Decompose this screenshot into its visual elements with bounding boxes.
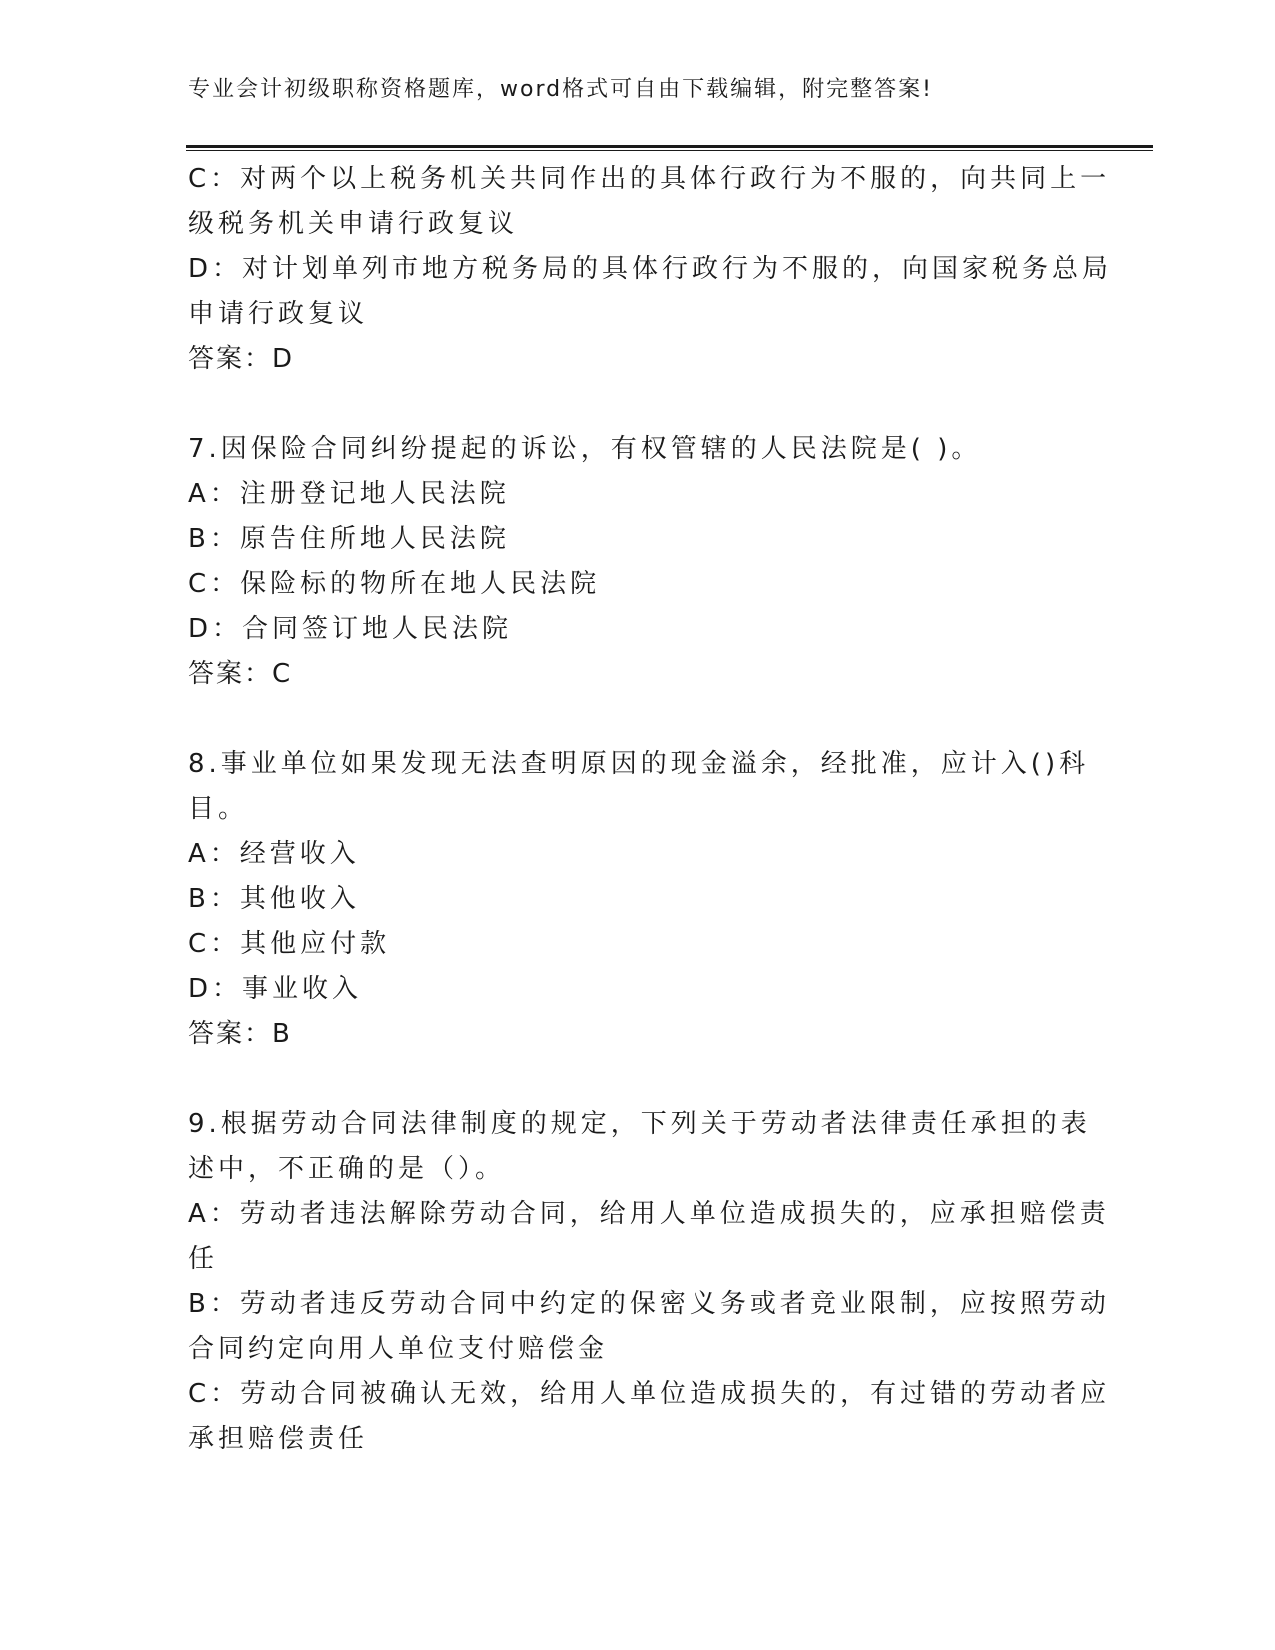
question-stem-line-2: 目。 (188, 794, 249, 824)
question-7 (188, 427, 1088, 697)
answer-line: 答案：D (188, 344, 295, 374)
answer-line: 答案：C (188, 659, 293, 689)
option-a-line-1: A：劳动者违法解除劳动合同，给用人单位造成损失的，应承担赔偿责 (188, 1199, 1110, 1229)
option-c-line-1: C：对两个以上税务机关共同作出的具体行政行为不服的，向共同上一 (188, 164, 1111, 194)
question-list (188, 157, 1113, 1462)
question-8 (188, 742, 1088, 1057)
option-d-line-2: 申请行政复议 (188, 299, 369, 329)
option-c-line-1: C：劳动合同被确认无效，给用人单位造成损失的，有过错的劳动者应 (188, 1379, 1111, 1409)
option-b: B：原告住所地人民法院 (188, 524, 510, 554)
question-stem-line-1: 9.根据劳动合同法律制度的规定，下列关于劳动者法律责任承担的表 (188, 1109, 1091, 1139)
spacer (188, 1057, 1088, 1102)
option-a-line-2: 任 (188, 1244, 219, 1274)
option-a: A：经营收入 (188, 839, 360, 869)
option-c-line-2: 承担赔偿责任 (188, 1424, 369, 1454)
spacer (188, 382, 1088, 427)
spacer (188, 697, 1088, 742)
answer-line: 答案：B (188, 1019, 292, 1049)
option-d: D：合同签订地人民法院 (188, 614, 513, 644)
option-b-line-2: 合同约定向用人单位支付赔偿金 (188, 1334, 609, 1364)
question-6-tail (188, 157, 1113, 382)
option-c: C：保险标的物所在地人民法院 (188, 569, 601, 599)
option-d: D：事业收入 (188, 974, 363, 1004)
question-9 (188, 1102, 1111, 1462)
option-b-line-1: B：劳动者违反劳动合同中约定的保密义务或者竞业限制，应按照劳动 (188, 1289, 1110, 1319)
question-stem-line-1: 8.事业单位如果发现无法查明原因的现金溢余，经批准，应计入()科 (188, 749, 1090, 779)
option-c: C：其他应付款 (188, 929, 391, 959)
question-stem: 7.因保险合同纠纷提起的诉讼，有权管辖的人民法院是( )。 (188, 434, 982, 464)
header-rule-thick (186, 145, 1153, 148)
option-b: B：其他收入 (188, 884, 360, 914)
option-a: A：注册登记地人民法院 (188, 479, 510, 509)
option-c-line-2: 级税务机关申请行政复议 (188, 209, 519, 239)
question-stem-line-2: 述中，不正确的是（）。 (188, 1154, 506, 1184)
page-header: 专业会计初级职称资格题库，word格式可自由下载编辑，附完整答案! (188, 77, 933, 102)
option-d-line-1: D：对计划单列市地方税务局的具体行政行为不服的，向国家税务总局 (188, 254, 1113, 284)
header-rule-thin (186, 150, 1153, 151)
